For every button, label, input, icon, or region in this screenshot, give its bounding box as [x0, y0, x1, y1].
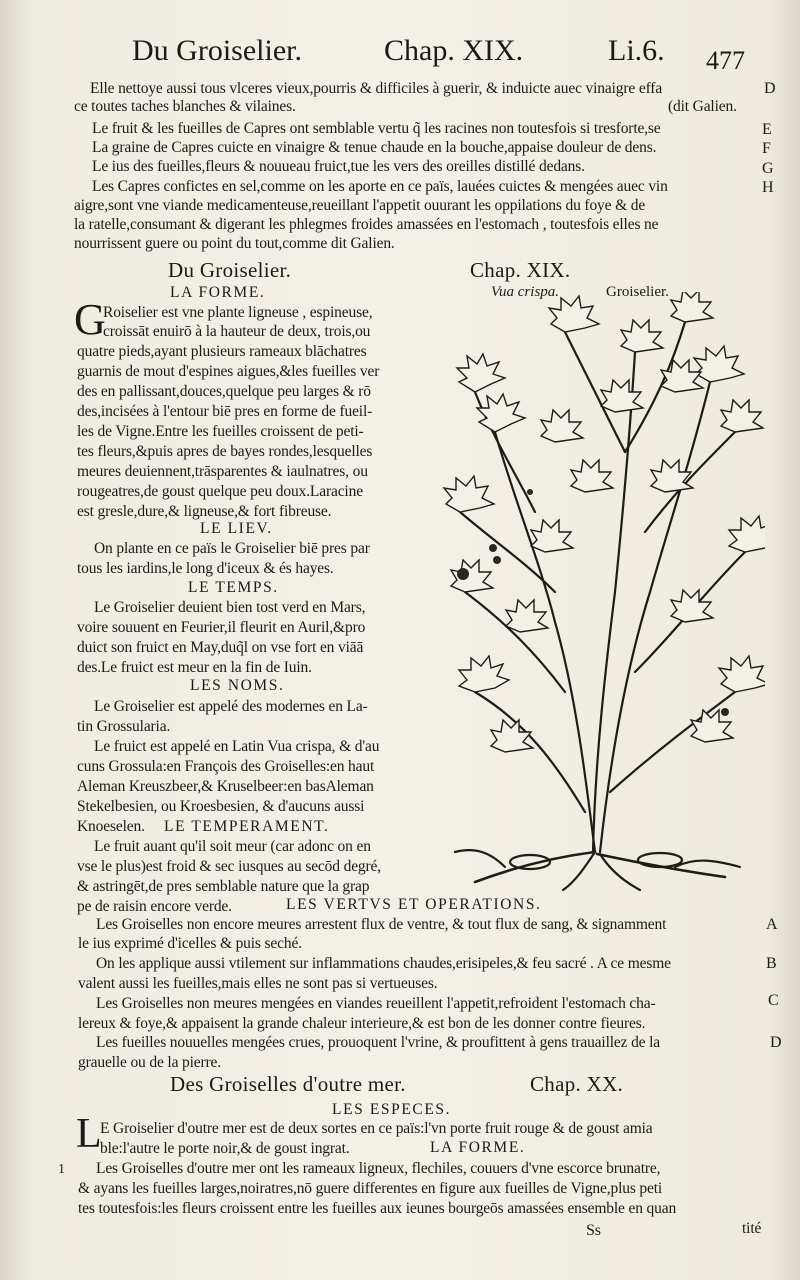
- text-line: Knoeselen.: [77, 818, 145, 835]
- text-line: Les Groiselles non encore meures arrestent flux de ventre, & tout flux de sang, & signamment: [96, 916, 667, 933]
- heading-vertus: LES VERTVS ET OPERATIONS.: [286, 896, 542, 913]
- gooseberry-woodcut-illustration: [435, 292, 765, 892]
- heading-temps: LE TEMPS.: [188, 579, 279, 596]
- text-line: cuns Grossula:en François des Groiselles:en haut: [77, 758, 375, 775]
- heading-temperament: LE TEMPERAMENT.: [164, 818, 330, 835]
- text-line: tes fleurs,&puis apres de bayes rondes,lesquelles: [77, 443, 373, 460]
- text-line: Stekelbesien, ou Kroesbesien, & d'aucuns aussi: [77, 798, 365, 815]
- margin-letter: G: [762, 160, 774, 177]
- text-line: des.Le fruict est meur en la fin de Iuin.: [77, 659, 312, 676]
- text-line: vse le plus)est froid & sec iusques au secōd degré,: [77, 858, 381, 875]
- margin-letter: B: [766, 955, 777, 972]
- margin-letter: D: [770, 1034, 782, 1051]
- text-line: Les Capres confictes en sel,comme on les aporte en ce païs, lauées cuictes & mengées auec vin: [92, 178, 668, 195]
- text-line: Le fruit auant qu'il soit meur (car adonc on en: [94, 838, 371, 855]
- running-header-chapter: Chap. XIX.: [384, 34, 524, 67]
- text-line: des en pallissant,douces,quelque peu larges & rō: [77, 383, 371, 400]
- section-chapter: Chap. XIX.: [470, 258, 571, 282]
- margin-mark: 1: [58, 1162, 65, 1177]
- figure-caption-french: Groiselier.: [606, 284, 669, 300]
- text-line: lereux & foye,& appaisent la grande chaleur interieure,& est bon de les donner contre fieures.: [78, 1015, 646, 1032]
- margin-letter: D: [764, 80, 776, 97]
- text-line: le ius exprimé d'icelles & puis seché.: [78, 935, 302, 952]
- text-line: Roiselier est vne plante ligneuse , espineuse,: [103, 304, 373, 321]
- heading-lieu: LE LIEV.: [200, 520, 273, 537]
- text-line: meures deuiennent,trāsparentes & iaulnatres, ou: [77, 463, 368, 480]
- text-line: Le fruit & les fueilles de Capres ont semblable vertu q̃ les racines non toutesfois si tresforte,se: [92, 120, 661, 137]
- running-header-book: Li.6.: [608, 34, 665, 67]
- text-line: les de Vigne.Entre les fueilles croissent de peti-: [77, 423, 364, 440]
- text-line: grauelle ou de la pierre.: [78, 1054, 221, 1071]
- text-line: Aleman Kreuszbeer,& Kruselbeer:en basAleman: [77, 778, 374, 795]
- drop-cap: G: [74, 295, 106, 344]
- section-title: Du Groiselier.: [168, 258, 292, 282]
- text-line: ble:l'autre le porte noir,& de goust ingrat.: [100, 1140, 350, 1157]
- margin-letter: E: [762, 121, 772, 138]
- section2-title: Des Groiselles d'outre mer.: [170, 1072, 406, 1096]
- text-line: guarnis de mout d'espines aigues,&les fueilles ver: [77, 363, 380, 380]
- text-line: duict son fruict en May,duq̃l on vse fort en viāā: [77, 639, 364, 656]
- text-line: Le Groiselier est appelé des modernes en La-: [94, 698, 368, 715]
- heading-especes: LES ESPECES.: [332, 1101, 452, 1118]
- text-line: (dit Galien.: [668, 98, 737, 115]
- text-line: est gresle,dure,& ligneuse,& fort fibreuse.: [77, 503, 332, 520]
- heading-noms: LES NOMS.: [190, 677, 285, 694]
- text-line: Elle nettoye aussi tous vlceres vieux,pourris & difficiles à guerir, & induicte auec vinaigre effa: [90, 80, 663, 97]
- margin-letter: F: [762, 140, 771, 157]
- text-line: Les fueilles nouuelles mengées crues, prouoquent l'vrine, & proufittent à gens trauaillez de la: [96, 1034, 661, 1051]
- signature-mark: Ss: [586, 1222, 601, 1239]
- text-line: pe de raisin encore verde.: [77, 898, 232, 915]
- text-line: ce toutes taches blanches & vilaines.: [74, 98, 296, 115]
- heading-forme-2: LA FORME.: [430, 1139, 526, 1156]
- page-number: 477: [706, 46, 745, 75]
- text-line: E Groiselier d'outre mer est de deux sortes en ce païs:l'vn porte fruit rouge & de goust amia: [100, 1120, 653, 1137]
- margin-letter: H: [762, 179, 774, 196]
- text-line: Les Groiselles d'outre mer ont les rameaux ligneux, flechiles, couuers d'vne escorce brunatre,: [96, 1160, 661, 1177]
- text-line: la ratelle,consumant & digerant les phlegmes froides amassées en l'estomach , toutesfois elles ne: [74, 216, 659, 233]
- text-line: On les applique aussi vtilement sur inflammations chaudes,erisipeles,& feu sacré . A ce mesme: [96, 955, 671, 972]
- text-line: nourrissent guere ou point du tout,comme dit Galien.: [74, 235, 395, 252]
- section2-chapter: Chap. XX.: [530, 1072, 624, 1096]
- text-line: Les Groiselles non meures mengées en viandes reueillent l'appetit,refroident l'estomach cha-: [96, 995, 656, 1012]
- running-header-left: Du Groiselier.: [132, 34, 302, 67]
- drop-cap: L: [76, 1111, 102, 1157]
- text-line: tin Grossularia.: [77, 718, 171, 735]
- text-line: rougeatres,de goust quelque peu doux.Laracine: [77, 483, 363, 500]
- text-line: des,incisées à l'entour biē pres en forme de fueil-: [77, 403, 373, 420]
- text-line: aigre,sont vne viande medicamenteuse,reueillant l'appetit ouurant les oppilations du foye & de: [74, 197, 646, 214]
- margin-letter: A: [766, 916, 778, 933]
- text-line: voire souuent en Feurier,il fleurit en Auril,&pro: [77, 619, 366, 636]
- text-line: & ayans les fueilles larges,noiratres,nō guere differentes en figure aux fueilles de Vigne,plus peti: [78, 1180, 663, 1197]
- text-line: & astringēt,de pres semblable nature que la grap: [77, 878, 370, 895]
- figure-caption-latin: Vua crispa.: [491, 284, 560, 300]
- heading-forme: LA FORME.: [170, 284, 266, 301]
- catchword: tité: [742, 1220, 762, 1237]
- text-line: tous les iardins,le long d'iceux & és hayes.: [77, 560, 334, 577]
- text-line: tes toutesfois:les fleurs croissent entre les fueilles aux ieunes bourgeōs amassées ensemble en quan: [78, 1200, 677, 1217]
- text-line: On plante en ce païs le Groiselier biē pres par: [94, 540, 370, 557]
- text-line: Le ius des fueilles,fleurs & nouueau fruict,tue les vers des oreilles distillé dedans.: [92, 158, 585, 175]
- text-line: quatre pieds,ayant plusieurs rameaux blāchatres: [77, 343, 367, 360]
- margin-letter: C: [768, 992, 779, 1009]
- text-line: Le Groiselier deuient bien tost verd en Mars,: [94, 599, 366, 616]
- text-line: La graine de Capres cuicte en vinaigre & tenue chaude en la bouche,appaise douleur de dens.: [92, 139, 657, 156]
- text-line: croissāt enuirō à la hauteur de deux, trois,ou: [103, 323, 371, 340]
- text-line: valent aussi les fueilles,mais elles ne sont pas si vertueuses.: [78, 975, 438, 992]
- text-line: Le fruict est appelé en Latin Vua crispa, & d'au: [94, 738, 380, 755]
